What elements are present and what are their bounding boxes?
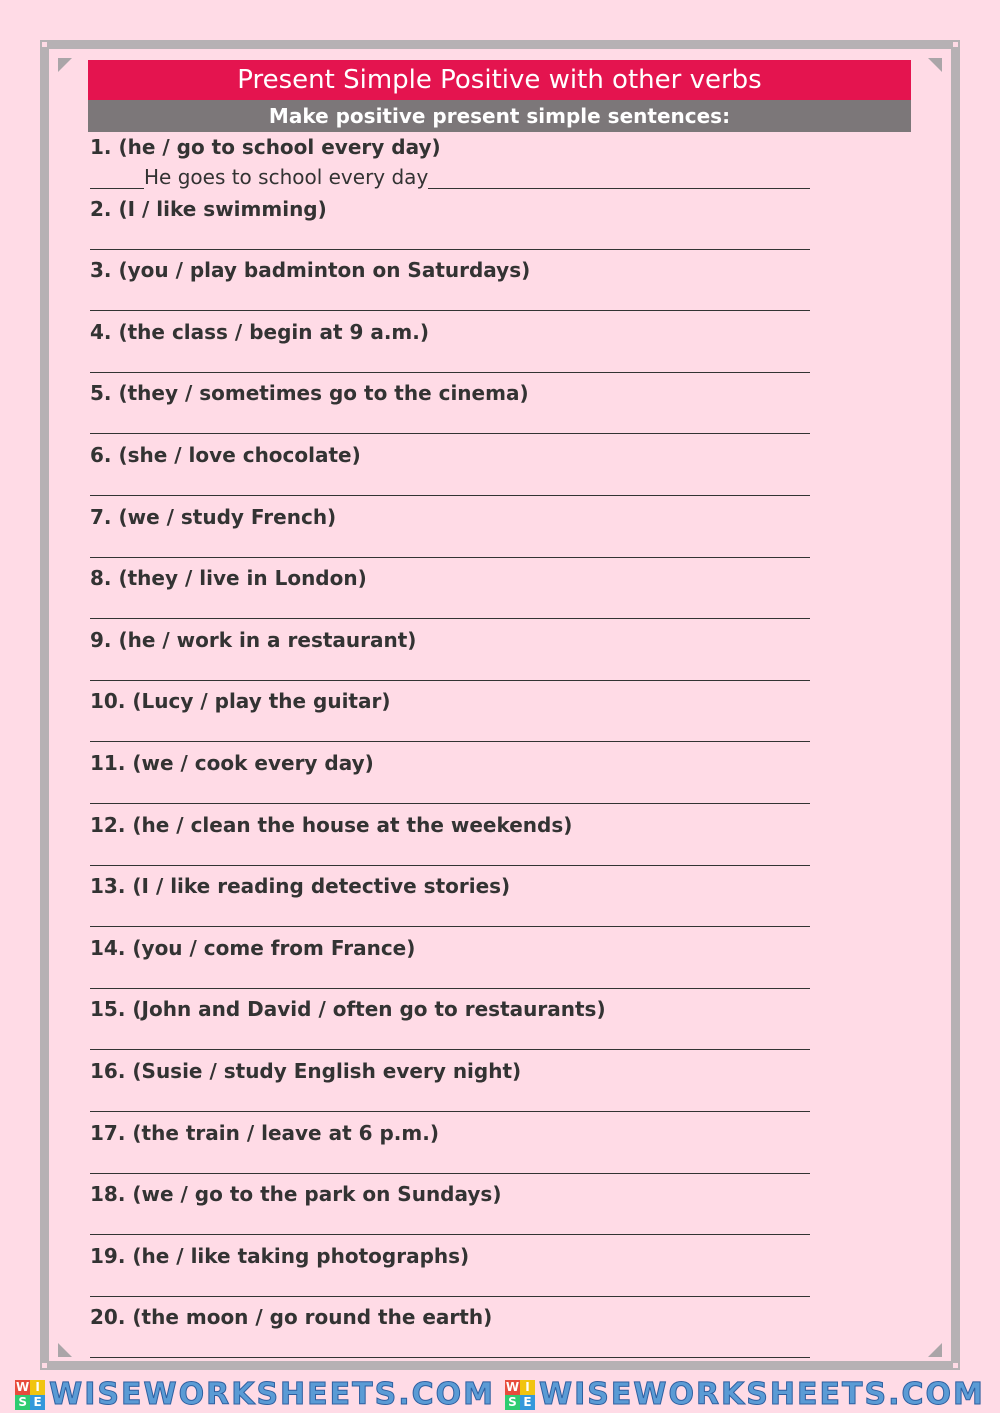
logo-letter: W: [16, 1380, 30, 1394]
answer-line[interactable]: [90, 1357, 810, 1358]
question-prompt: 19. (he / like taking photographs): [90, 1244, 470, 1268]
answer-line[interactable]: [90, 495, 810, 496]
worksheet-title: Present Simple Positive with other verbs: [88, 60, 911, 100]
answer-blank: [428, 168, 810, 189]
question-prompt: 13. (I / like reading detective stories): [90, 874, 511, 898]
question-prompt: 5. (they / sometimes go to the cinema): [90, 381, 529, 405]
question-prompt: 4. (the class / begin at 9 a.m.): [90, 320, 430, 344]
answer-line[interactable]: [90, 680, 810, 681]
question-prompt: 17. (the train / leave at 6 p.m.): [90, 1121, 439, 1145]
answer-line[interactable]: [90, 249, 810, 250]
footer-site-text: WISEWORKSHEETS.COM: [539, 1377, 985, 1412]
answer-line[interactable]: [90, 1049, 810, 1050]
question-prompt: 14. (you / come from France): [90, 936, 416, 960]
answer-line[interactable]: [90, 372, 810, 373]
question-prompt: 8. (they / live in London): [90, 566, 367, 590]
logo-letter: I: [30, 1380, 45, 1395]
answer-line[interactable]: [90, 1173, 810, 1174]
footer-logo-group: [15, 1377, 495, 1412]
frame-left-border: [40, 40, 49, 1370]
frame-corner: [40, 1361, 49, 1370]
corner-triangle: [928, 1343, 942, 1357]
frame-corner: [951, 40, 960, 49]
logo-letter: S: [505, 1395, 520, 1410]
frame-top-border: [44, 40, 956, 49]
answer-line[interactable]: [90, 618, 810, 619]
question-prompt: 18. (we / go to the park on Sundays): [90, 1182, 502, 1206]
corner-triangle: [58, 58, 72, 72]
question-prompt: 1. (he / go to school every day): [90, 135, 441, 159]
question-prompt: 15. (John and David / often go to restaurants): [90, 997, 606, 1021]
question-prompt: 2. (I / like swimming): [90, 197, 327, 221]
question-prompt: 10. (Lucy / play the guitar): [90, 689, 391, 713]
answer-blank: [90, 168, 144, 189]
answer-line[interactable]: [90, 310, 810, 311]
question-prompt: 9. (he / work in a restaurant): [90, 628, 417, 652]
question-prompt: 6. (she / love chocolate): [90, 443, 361, 467]
answer-line[interactable]: [90, 988, 810, 989]
answer-line[interactable]: [90, 926, 810, 927]
footer-site-text: WISEWORKSHEETS.COM: [49, 1377, 495, 1412]
question-prompt: 3. (you / play badminton on Saturdays): [90, 258, 531, 282]
question-prompt: 7. (we / study French): [90, 505, 337, 529]
answer-line[interactable]: [90, 865, 810, 866]
logo-letter: W: [505, 1380, 520, 1394]
answer-line[interactable]: [90, 1111, 810, 1112]
corner-triangle: [58, 1343, 72, 1357]
logo-letter: I: [520, 1380, 535, 1395]
answer-line[interactable]: [90, 741, 810, 742]
frame-right-border: [951, 40, 960, 1370]
question-prompt: 20. (the moon / go round the earth): [90, 1305, 493, 1329]
frame-corner: [951, 1361, 960, 1370]
logo-letter: E: [30, 1395, 45, 1410]
logo-letter: S: [15, 1395, 30, 1410]
corner-triangle: [928, 58, 942, 72]
question-prompt: 16. (Susie / study English every night): [90, 1059, 522, 1083]
footer-watermark: [0, 1376, 1000, 1413]
example-answer-text: He goes to school every day: [144, 165, 429, 189]
question-prompt: 12. (he / clean the house at the weekends): [90, 813, 573, 837]
answer-line[interactable]: [90, 1234, 810, 1235]
question-prompt: 11. (we / cook every day): [90, 751, 374, 775]
wise-logo-icon: [505, 1380, 535, 1410]
frame-bottom-border: [44, 1361, 956, 1370]
answer-line[interactable]: [90, 433, 810, 434]
worksheet-instructions: Make positive present simple sentences:: [88, 100, 911, 132]
answer-line[interactable]: [90, 557, 810, 558]
example-answer-row: [90, 165, 828, 189]
answer-line[interactable]: [90, 1296, 810, 1297]
logo-letter: E: [520, 1395, 535, 1410]
footer-logo-group: [505, 1377, 985, 1412]
answer-line[interactable]: [90, 803, 810, 804]
wise-logo-icon: [15, 1380, 45, 1410]
frame-corner: [40, 40, 49, 49]
